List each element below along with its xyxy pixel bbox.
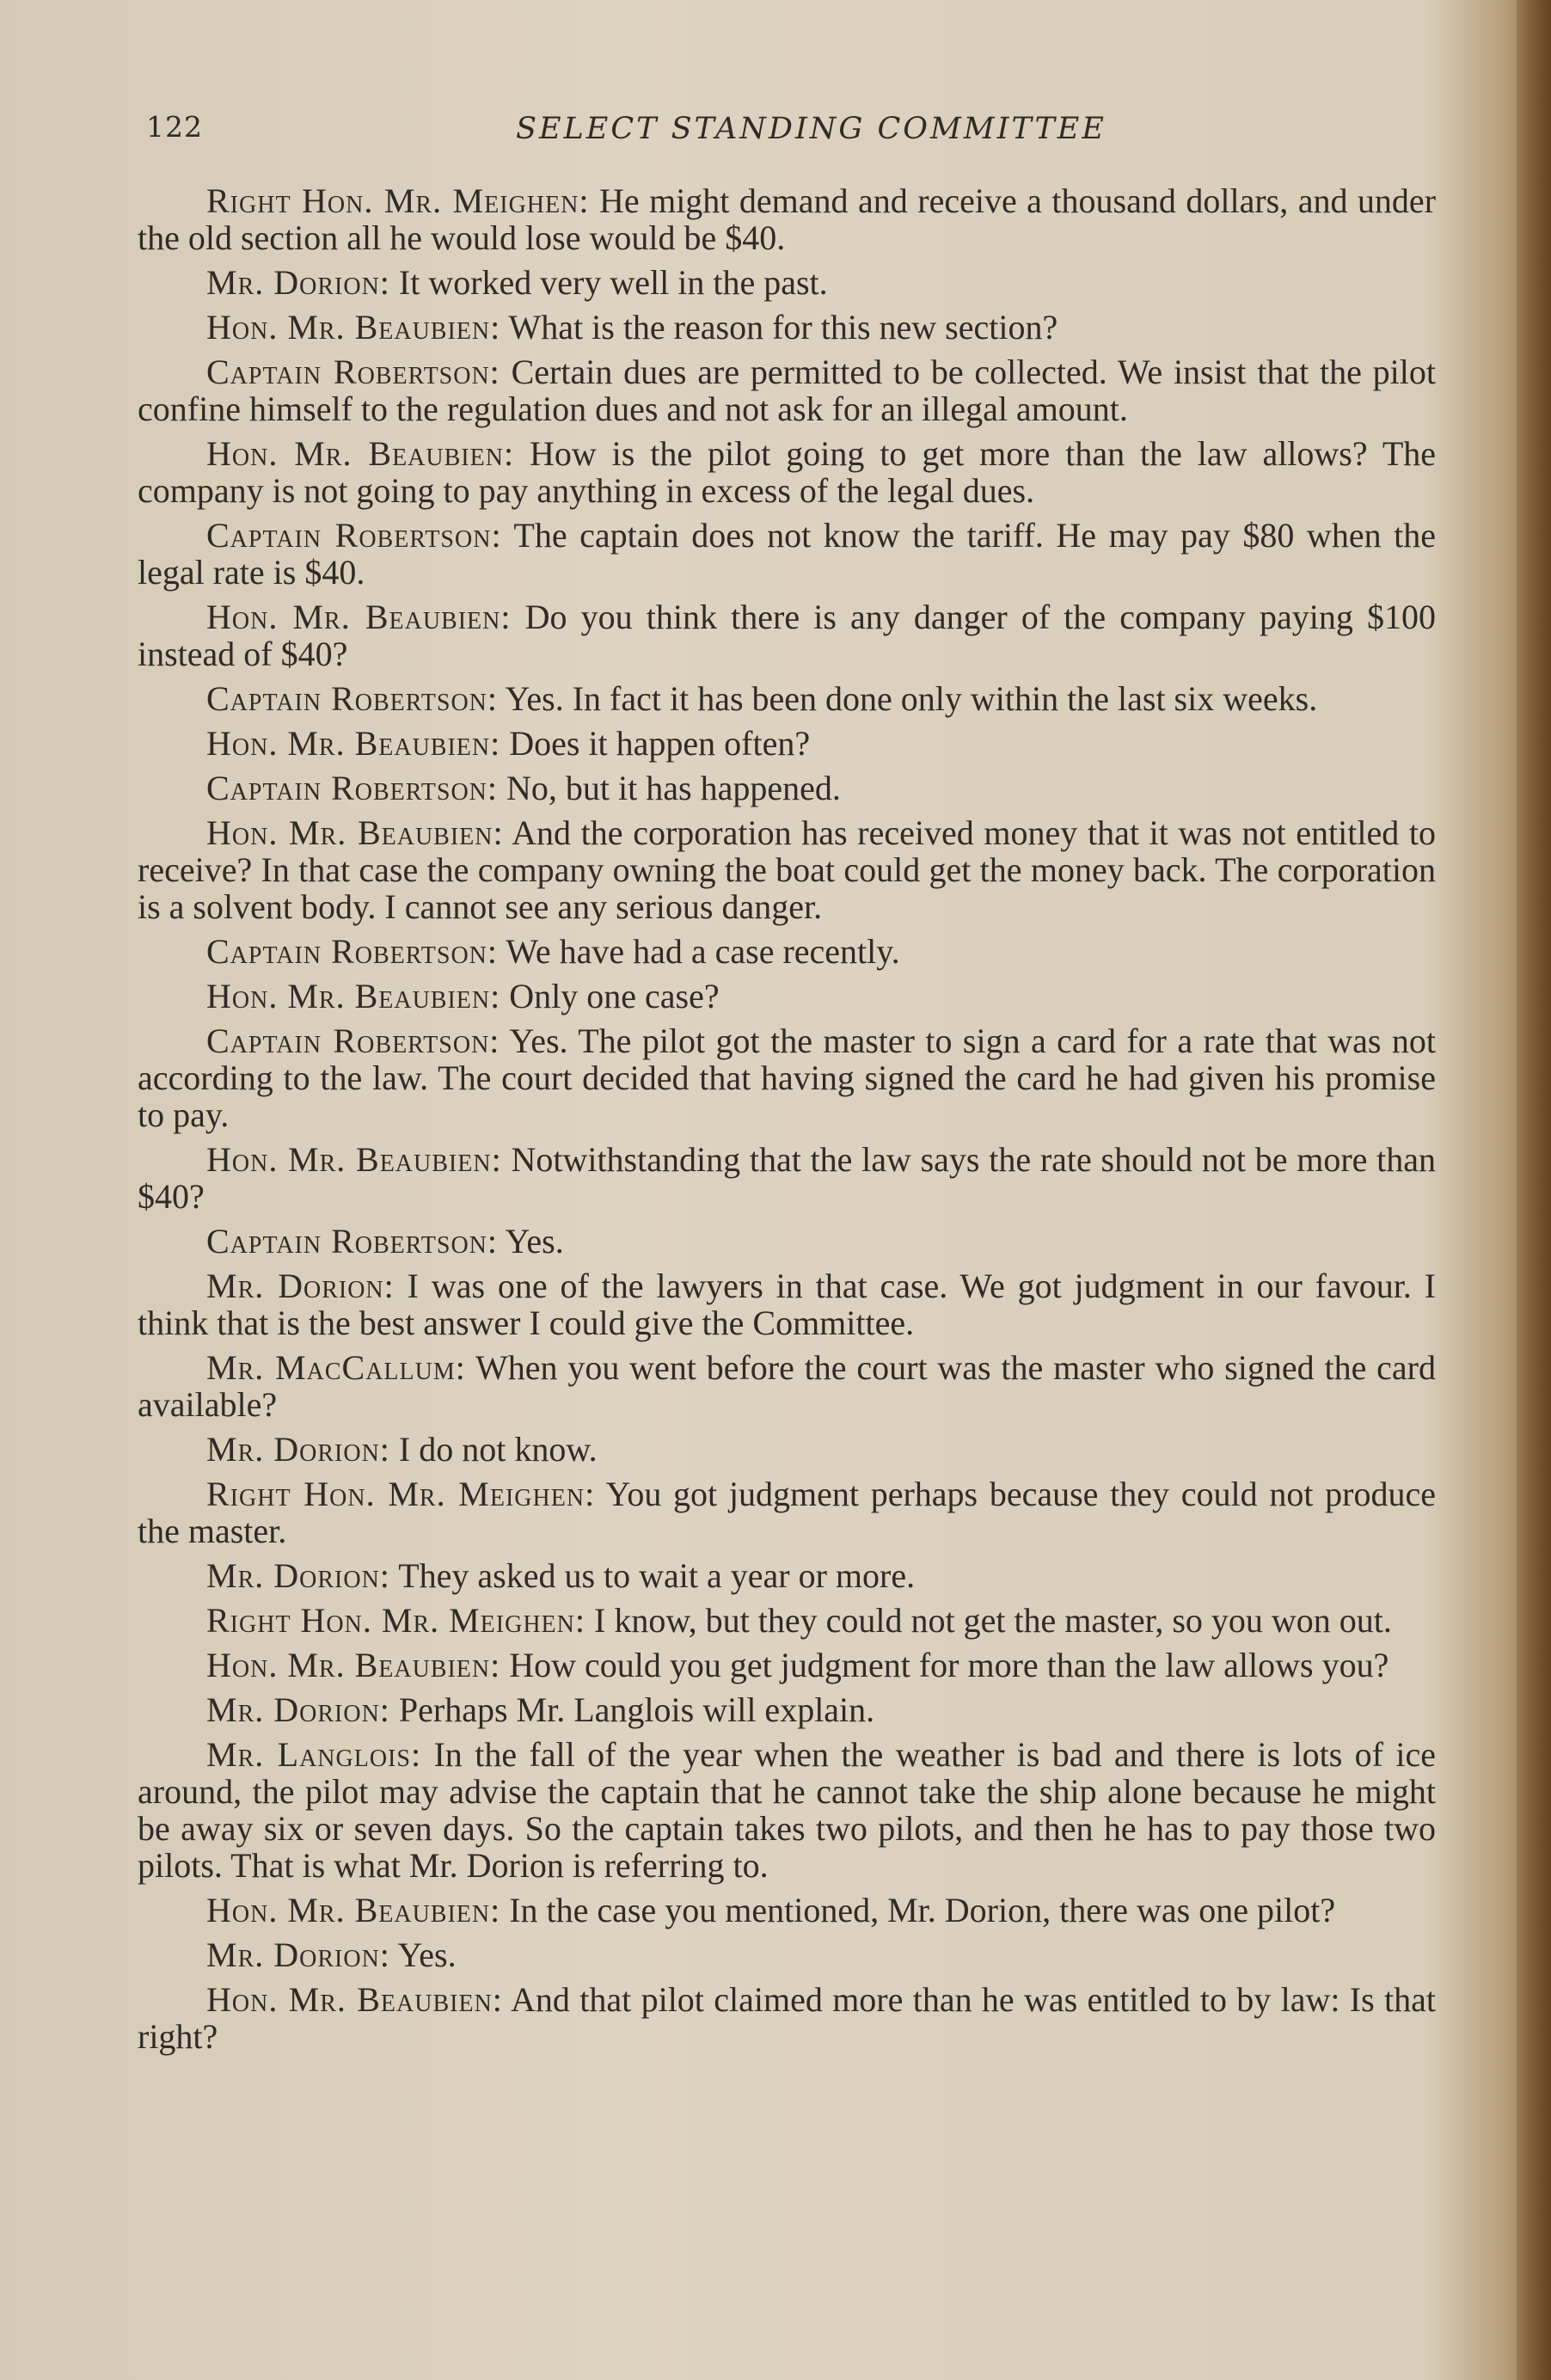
speech-text: Perhaps Mr. Langlois will explain.: [398, 1690, 875, 1729]
speech-text: Yes. The pilot got the master to sign a card for a rate that was not according to the law. The court decided that having signed the card he had given his promise to pay.: [138, 1021, 1437, 1134]
speaker-name: Hon. Mr. Beaubien:: [206, 1646, 501, 1684]
transcript-paragraph: [138, 353, 1436, 427]
transcript-paragraph: [138, 309, 1436, 346]
speech-text: Certain dues are permitted to be collected. We insist that the pilot confine himself to the regulation dues and not ask for an illegal amount.: [138, 353, 1436, 428]
speech-text: It worked very well in the past.: [398, 263, 828, 302]
transcript-paragraph: [138, 1223, 1436, 1260]
transcript-paragraph: [138, 1349, 1436, 1423]
speaker-name: Right Hon. Mr. Meighen:: [206, 181, 590, 220]
speech-text: Yes.: [505, 1222, 564, 1261]
speech-text: Only one case?: [509, 977, 720, 1015]
speaker-name: Hon. Mr. Beaubien:: [206, 308, 501, 347]
speaker-name: Hon. Mr. Beaubien:: [206, 1140, 502, 1179]
transcript-paragraph: [138, 680, 1436, 717]
speaker-name: Mr. MacCallum:: [206, 1348, 466, 1387]
speech-text: No, but it has happened.: [506, 769, 841, 807]
speech-text: They asked us to wait a year or more.: [398, 1556, 916, 1595]
speaker-name: Mr. Dorion:: [206, 1267, 395, 1305]
transcript-paragraph: [138, 1647, 1436, 1684]
speaker-name: Mr. Dorion:: [206, 1556, 390, 1595]
transcript-paragraph: [138, 435, 1436, 509]
speaker-name: Captain Robertson:: [206, 769, 499, 807]
speaker-name: Hon. Mr. Beaubien:: [206, 434, 515, 473]
transcript-paragraph: [138, 1892, 1436, 1929]
speaker-name: Captain Robertson:: [206, 679, 499, 718]
speaker-name: Hon. Mr. Beaubien:: [206, 1891, 501, 1929]
transcript-paragraph: [138, 1936, 1436, 1973]
speaker-name: Hon. Mr. Beaubien:: [206, 813, 504, 852]
speaker-name: Captain Robertson:: [206, 353, 500, 391]
speaker-name: Mr. Langlois:: [206, 1735, 422, 1774]
speech-text: And the corporation has received money that it was not entitled to receive? In that case the company owning the boat could get the money back. The corporation is a solvent body. I cannot see any serious danger.: [138, 813, 1436, 926]
speaker-name: Right Hon. Mr. Meighen:: [206, 1601, 585, 1640]
page-binding-edge: [1517, 0, 1551, 2380]
transcript-paragraph: [138, 598, 1436, 672]
speech-text: In the fall of the year when the weather is bad and there is lots of ice around, the pilot may advise the captain that he cannot take the ship alone because he might be away six or seven days. So the captain takes two pilots, and then he has to pay those two pilots. That is what Mr. Dorion is referring to.: [138, 1735, 1437, 1885]
speaker-name: Mr. Dorion:: [206, 263, 390, 302]
transcript-paragraph: [138, 1981, 1436, 2055]
speech-text: You got judgment perhaps because they could not produce the master.: [138, 1475, 1437, 1550]
speech-text: Yes. In fact it has been done only within the last six weeks.: [505, 679, 1318, 718]
transcript-paragraph: [138, 770, 1436, 807]
transcript-paragraph: [138, 264, 1436, 301]
speaker-name: Captain Robertson:: [206, 1021, 500, 1060]
transcript-paragraph: [138, 814, 1436, 925]
transcript-paragraph: [138, 1475, 1436, 1549]
transcript-paragraph: [138, 978, 1436, 1015]
transcript-paragraph: [138, 725, 1436, 762]
transcript-paragraph: [138, 182, 1436, 256]
speaker-name: Hon. Mr. Beaubien:: [206, 1980, 503, 2019]
speech-text: What is the reason for this new section?: [508, 308, 1058, 347]
speech-text: In the case you mentioned, Mr. Dorion, there was one pilot?: [509, 1891, 1336, 1929]
speech-text: Does it happen often?: [509, 724, 811, 763]
page-number: 122: [146, 110, 203, 144]
speech-text: And that pilot claimed more than he was entitled to by law: Is that right?: [138, 1980, 1437, 2056]
speech-text: Notwithstanding that the law says the rate should not be more than $40?: [138, 1140, 1437, 1216]
transcript-paragraph: [138, 1736, 1436, 1884]
transcript-paragraph: [138, 1141, 1436, 1215]
speaker-name: Mr. Dorion:: [206, 1935, 390, 1974]
speech-text: Do you think there is any danger of the company paying $100 instead of $40?: [138, 598, 1437, 673]
speech-text: We have had a case recently.: [506, 932, 900, 971]
speaker-name: Hon. Mr. Beaubien:: [206, 598, 512, 636]
transcript-paragraph: [138, 1602, 1436, 1639]
transcript-paragraph: [138, 1267, 1436, 1341]
running-head: SELECT STANDING COMMITTEE: [516, 112, 1107, 146]
transcript-body: [138, 182, 1436, 2063]
speech-text: When you went before the court was the master who signed the card available?: [138, 1348, 1437, 1424]
speech-text: He might demand and receive a thousand dollars, and under the old section all he would lose would be $40.: [138, 181, 1437, 257]
speaker-name: Mr. Dorion:: [206, 1690, 390, 1729]
speaker-name: Captain Robertson:: [206, 516, 502, 555]
page-header: [146, 110, 1453, 162]
speech-text: I was one of the lawyers in that case. We got judgment in our favour. I think that is the best answer I could give the Committee.: [138, 1267, 1437, 1342]
speech-text: How could you get judgment for more than the law allows you?: [509, 1646, 1389, 1684]
speech-text: The captain does not know the tariff. He may pay $80 when the legal rate is $40.: [138, 516, 1436, 592]
speaker-name: Captain Robertson:: [206, 1222, 499, 1261]
speaker-name: Captain Robertson:: [206, 932, 499, 971]
transcript-paragraph: [138, 933, 1436, 970]
transcript-paragraph: [138, 1022, 1436, 1133]
speaker-name: Right Hon. Mr. Meighen:: [206, 1475, 596, 1513]
speaker-name: Mr. Dorion:: [206, 1430, 390, 1469]
transcript-paragraph: [138, 1557, 1436, 1594]
speech-text: Yes.: [397, 1935, 457, 1974]
transcript-paragraph: [138, 1691, 1436, 1728]
speech-text: How is the pilot going to get more than the law allows? The company is not going to pay anything in excess of the legal dues.: [138, 434, 1437, 510]
speech-text: I know, but they could not get the master, so you won out.: [594, 1601, 1392, 1640]
speaker-name: Hon. Mr. Beaubien:: [206, 724, 501, 763]
speaker-name: Hon. Mr. Beaubien:: [206, 977, 501, 1015]
speech-text: I do not know.: [398, 1430, 598, 1469]
transcript-paragraph: [138, 517, 1436, 591]
transcript-paragraph: [138, 1431, 1436, 1468]
